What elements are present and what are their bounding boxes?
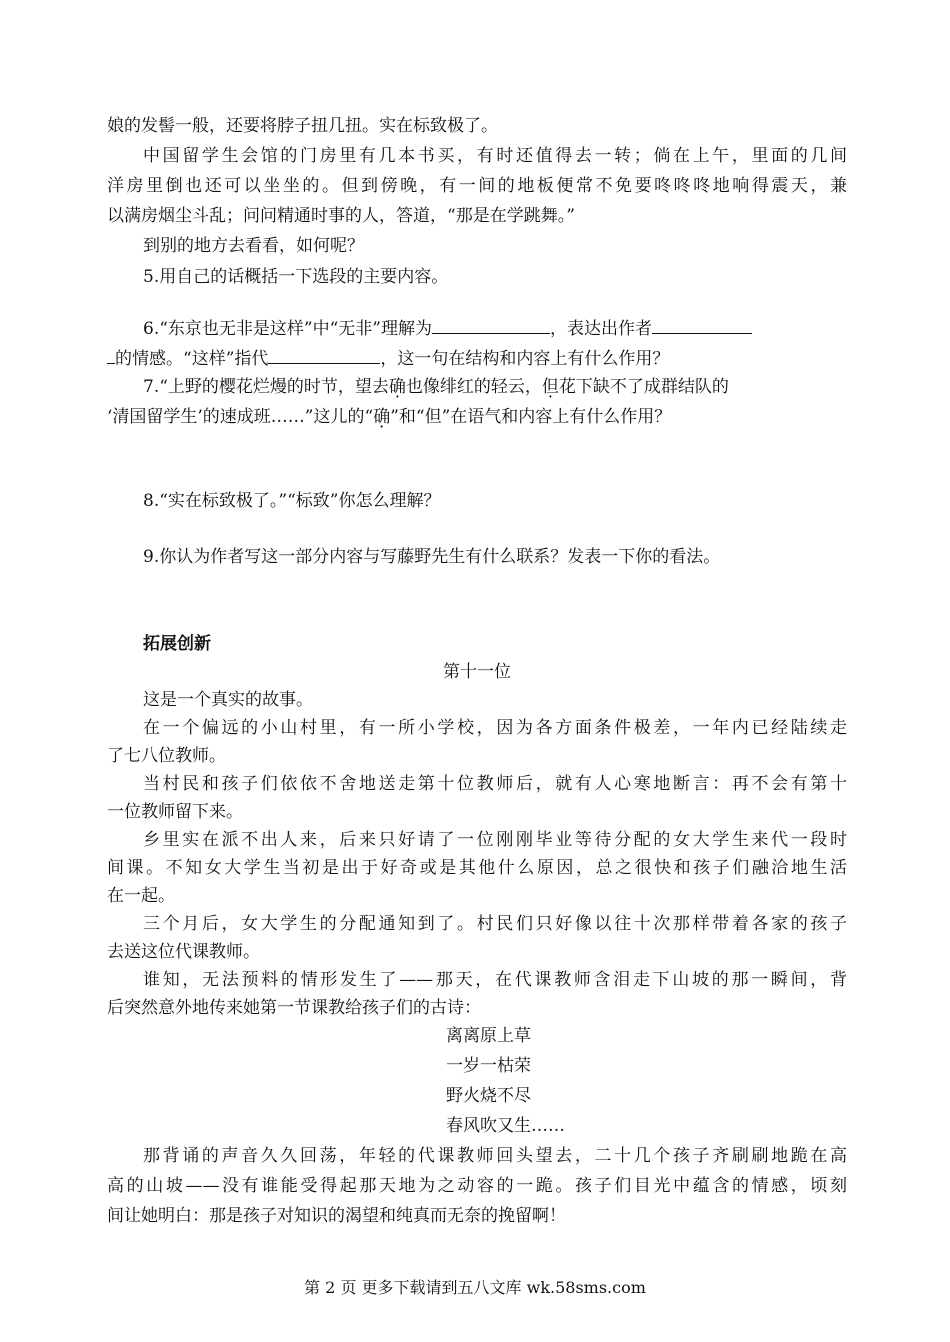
answer-blank[interactable]: [268, 343, 380, 364]
story-line: 间让她明白：那是孩子对知识的渴望和纯真而无奈的挽留啊！: [107, 1206, 566, 1226]
passage-line: 到别的地方去看看，如何呢？: [143, 236, 364, 256]
answer-blank[interactable]: [107, 343, 115, 364]
passage-line: 以满房烟尘斗乱；问问精通时事的人，答道，“那是在学跳舞。”: [107, 206, 575, 226]
story-line: 谁知，无法预料的情形发生了——那天，在代课教师含泪走下山坡的那一瞬间，背: [143, 970, 847, 990]
story-line: 一位教师留下来。: [107, 802, 243, 822]
passage-line: 娘的发髻一般，还要将脖子扭几扭。实在标致极了。: [107, 116, 498, 136]
emphasized-word: 确: [388, 377, 406, 397]
story-line: 后突然意外地传来她第一节课教给孩子们的古诗：: [107, 998, 481, 1018]
story-line: 在一个偏远的小山村里，有一所小学校，因为各方面条件极差，一年内已经陆续走: [143, 718, 847, 738]
story-line: 那背诵的声音久久回荡，年轻的代课教师回头望去，二十几个孩子齐刷刷地跪在高: [143, 1146, 847, 1166]
story-line: 三个月后，女大学生的分配通知到了。村民们只好像以往十次那样带着各家的孩子: [143, 914, 847, 934]
question-6-cont: 的情感。“这样”指代 ，这一句在结构和内容上有什么作用？: [107, 343, 669, 373]
story-line: 了七八位教师。: [107, 746, 226, 766]
question-7: 7.“上野的樱花烂熳的时节，望去确也像绯红的轻云，但花下缺不了成群结队的: [143, 377, 729, 397]
story-line: 当村民和孩子们依依不舍地送走第十位教师后，就有人心寒地断言：再不会有第十: [143, 774, 847, 794]
section-heading: 拓展创新: [143, 634, 211, 654]
poem-line: 一岁一枯荣: [446, 1056, 531, 1076]
passage-line: 中国留学生会馆的门房里有几本书买，有时还值得去一转；倘在上午，里面的几间: [143, 146, 847, 166]
question-7-cont: ‘清国留学生’的速成班……”这儿的“确”和“但”在语气和内容上有什么作用？: [107, 407, 672, 427]
emphasized-word: 确: [373, 407, 391, 427]
story-line: 乡里实在派不出人来，后来只好请了一位刚刚毕业等待分配的女大学生来代一段时: [143, 830, 847, 850]
story-line: 去送这位代课教师。: [107, 942, 260, 962]
story-line: 这是一个真实的故事。: [143, 690, 313, 710]
poem-line: 离离原上草: [446, 1026, 531, 1046]
emphasized-word: 但: [541, 377, 559, 397]
answer-blank[interactable]: [432, 313, 550, 334]
answer-blank[interactable]: [652, 313, 752, 334]
poem-line: 野火烧不尽: [446, 1086, 531, 1106]
story-line: 高的山坡——没有谁能受得起那天地为之动容的一跪。孩子们目光中蕴含的情感，顷刻: [107, 1176, 847, 1196]
question-6: 6.“东京也无非是这样”中“无非”理解为 ，表达出作者: [143, 313, 752, 343]
question-5: 5.用自己的话概括一下选段的主要内容。: [143, 267, 449, 287]
story-line: 间课。不知女大学生当初是出于好奇或是其他什么原因，总之很快和孩子们融洽地生活: [107, 858, 847, 878]
passage-line: 洋房里倒也还可以坐坐的。但到傍晚，有一间的地板便常不免要咚咚咚地响得震天，兼: [107, 176, 847, 196]
page-footer: 第 2 页 更多下载请到五八文库 wk.58sms.com: [304, 1278, 646, 1297]
question-9: 9.你认为作者写这一部分内容与写藤野先生有什么联系？发表一下你的看法。: [143, 547, 721, 567]
question-8: 8.“实在标致极了。”“标致”你怎么理解？: [143, 491, 441, 511]
story-line: 在一起。: [107, 886, 175, 906]
poem-line: 春风吹又生……: [446, 1116, 565, 1136]
story-title: 第十一位: [443, 662, 511, 682]
